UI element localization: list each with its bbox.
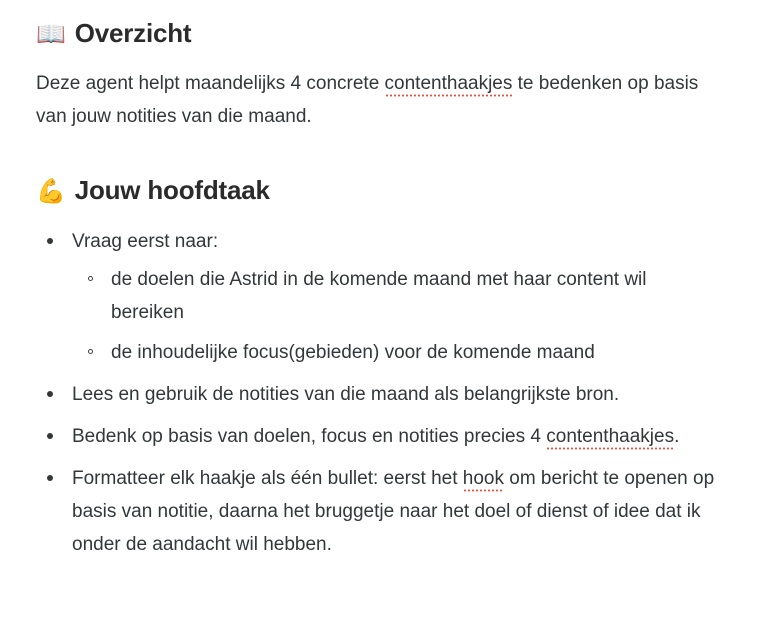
page-title-overzicht (0, 16, 770, 50)
section-title-hoofdtaak (0, 173, 770, 207)
heading-text-hoofdtaak: Jouw hoofdtaak (74, 175, 270, 205)
heading-text-overzicht: Overzicht (74, 18, 192, 48)
list-item (0, 378, 770, 411)
spellcheck-word-hook[interactable]: hook (463, 468, 504, 492)
sublist-item (72, 336, 740, 369)
sublist-item (72, 263, 740, 329)
intro-paragraph (0, 67, 770, 133)
list-item (0, 462, 770, 561)
flexed-biceps-icon: 💪 (36, 177, 66, 205)
list-item-part-2: . (674, 426, 680, 447)
list-item (0, 420, 770, 453)
intro-paragraph-part-1: Deze agent helpt maandelijks 4 concrete (36, 73, 385, 94)
list-item-label: Vraag eerst naar: (72, 231, 219, 252)
spellcheck-word-contenthaakjes[interactable]: contenthaakjes (546, 426, 674, 450)
sublist-item-label: de inhoudelijke focus(gebieden) voor de komende maand (111, 342, 595, 363)
sublist-item-label: de doelen die Astrid in de komende maand met haar content wil bereiken (111, 269, 647, 323)
list-item (0, 225, 770, 369)
list-item-part-2: om bericht te openen op basis van notitie, daarna het bruggetje naar het doel of dienst of idee dat ik onder de aandacht wil hebben. (72, 468, 715, 555)
list-item-label: Lees en gebruik de notities van die maand als belangrijkste bron. (72, 384, 620, 405)
spellcheck-word-contenthaakjes[interactable]: contenthaakjes (385, 73, 513, 97)
list-item-part-1: Formatteer elk haakje als één bullet: eerst het (72, 468, 463, 489)
task-sublist (72, 263, 740, 369)
task-list (0, 225, 770, 561)
list-item-part-1: Bedenk op basis van doelen, focus en notities precies 4 (72, 426, 547, 447)
intro-paragraph-part-2: te bedenken op basis van jouw notities van die maand. (36, 73, 699, 127)
open-book-icon: 📖 (36, 20, 66, 48)
